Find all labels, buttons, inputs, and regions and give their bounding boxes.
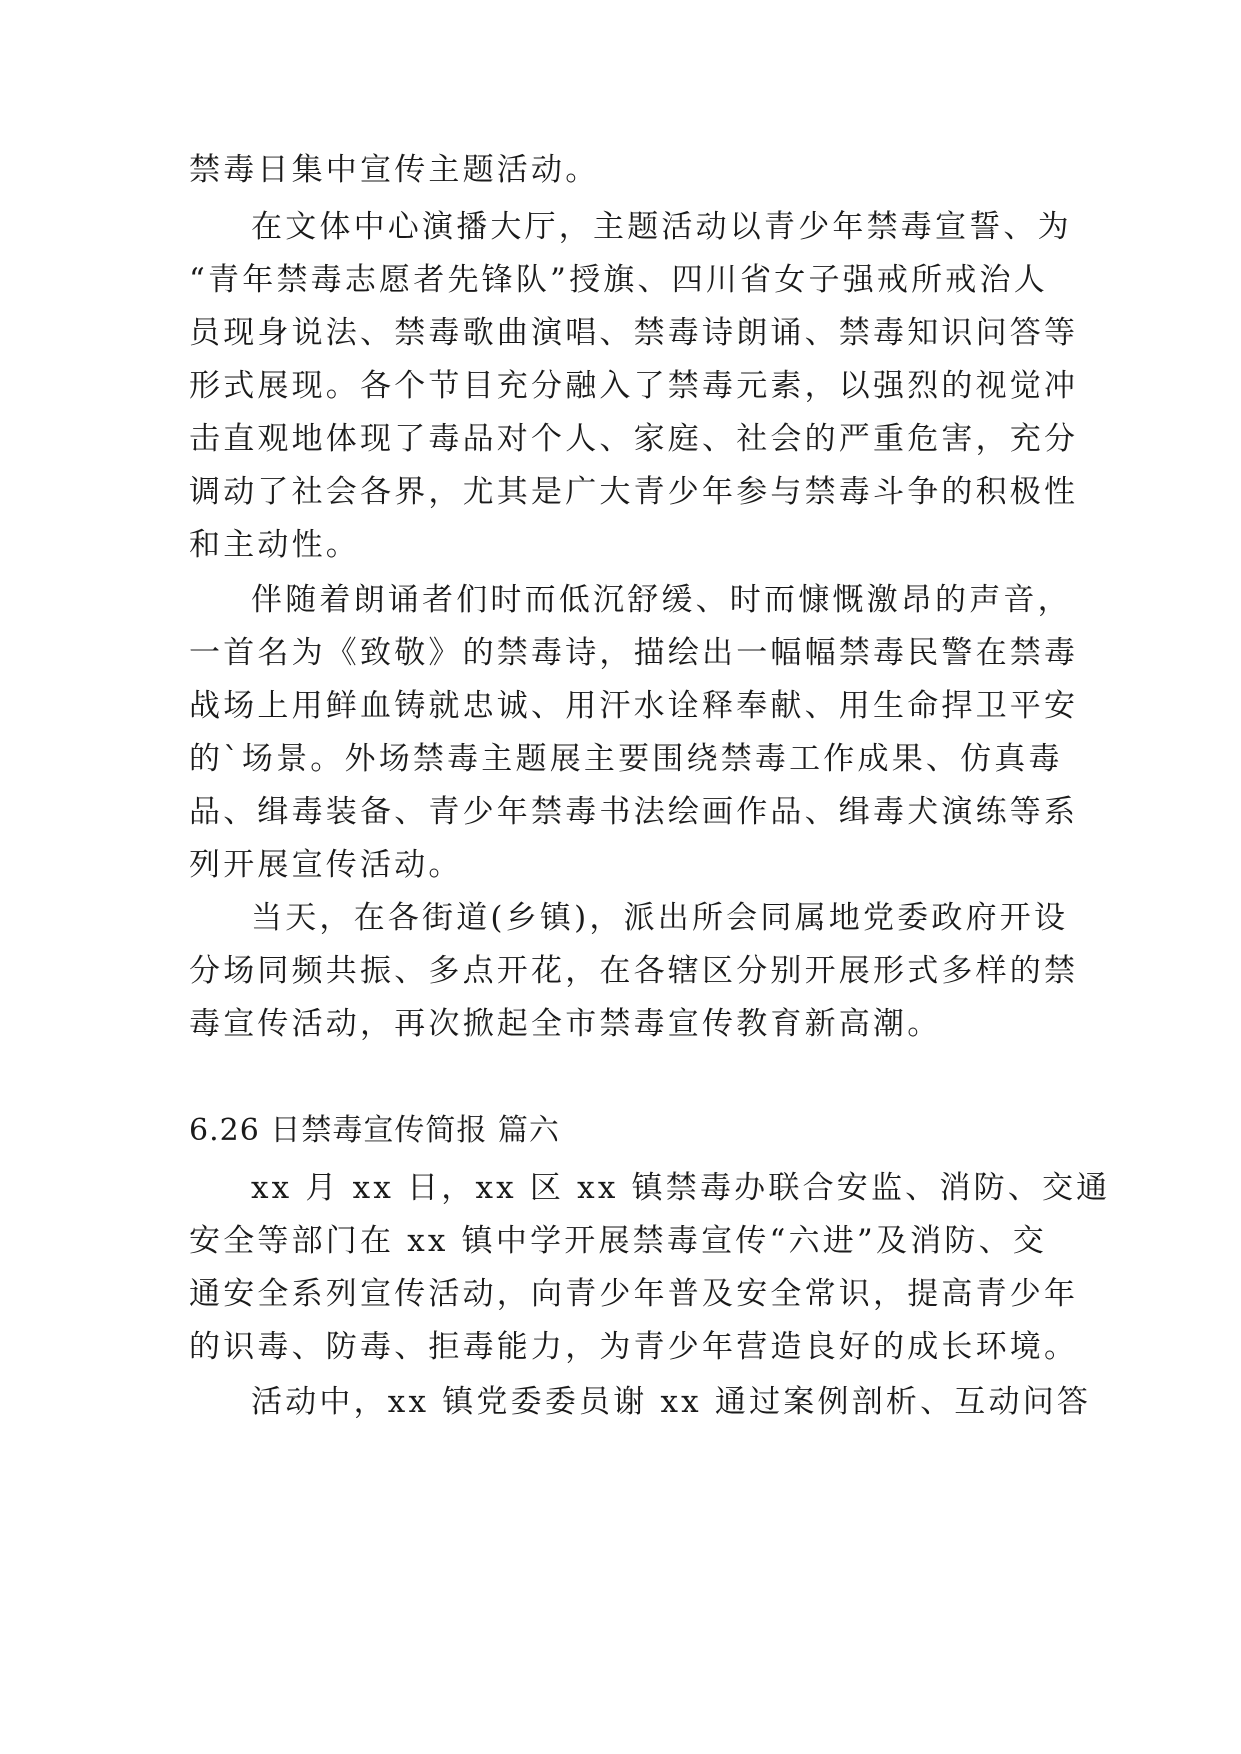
paragraph-first-line: 活动中，xx 镇党委委员谢 xx 通过案例剖析、互动问答 (251, 1384, 1092, 1420)
text-line: “青年禁毒志愿者先锋队”授旗、四川省女子强戒所戒治人 (189, 262, 1048, 298)
text-line: 战场上用鲜血铸就忠诚、用汗水诠释奉献、用生命捍卫平安 (189, 688, 1079, 724)
text-line: 毒宣传活动，再次掀起全市禁毒宣传教育新高潮。 (189, 1006, 942, 1042)
text-line: 品、缉毒装备、青少年禁毒书法绘画作品、缉毒犬演练等系 (189, 794, 1079, 830)
text-line: 形式展现。各个节目充分融入了禁毒元素，以强烈的视觉冲 (189, 368, 1079, 404)
text-line: 一首名为《致敬》的禁毒诗，描绘出一幅幅禁毒民警在禁毒 (189, 635, 1079, 671)
paragraph-first-line: 当天，在各街道(乡镇)，派出所会同属地党委政府开设 (251, 900, 1069, 936)
text-line: 列开展宣传活动。 (189, 847, 463, 883)
text-line: 的`场景。外场禁毒主题展主要围绕禁毒工作成果、仿真毒 (189, 741, 1063, 777)
text-line: 的识毒、防毒、拒毒能力，为青少年营造良好的成长环境。 (189, 1329, 1079, 1365)
paragraph-first-line: xx 月 xx 日，xx 区 xx 镇禁毒办联合安监、消防、交通 (251, 1170, 1111, 1206)
text-line: 和主动性。 (189, 527, 360, 563)
text-line: 安全等部门在 xx 镇中学开展禁毒宣传“六进”及消防、交 (189, 1223, 1047, 1259)
text-line: 分场同频共振、多点开花，在各辖区分别开展形式多样的禁 (189, 953, 1079, 989)
text-line: 击直观地体现了毒品对个人、家庭、社会的严重危害，充分 (189, 421, 1079, 457)
text-line: 通安全系列宣传活动，向青少年普及安全常识，提高青少年 (189, 1276, 1079, 1312)
paragraph-first-line: 在文体中心演播大厅，主题活动以青少年禁毒宣誓、为 (251, 209, 1072, 245)
text-line: 禁毒日集中宣传主题活动。 (189, 152, 600, 188)
text-line: 员现身说法、禁毒歌曲演唱、禁毒诗朗诵、禁毒知识问答等 (189, 315, 1079, 351)
section-heading: 6.26 日禁毒宣传简报 篇六 (189, 1113, 560, 1148)
text-line: 调动了社会各界，尤其是广大青少年参与禁毒斗争的积极性 (189, 474, 1079, 510)
paragraph-first-line: 伴随着朗诵者们时而低沉舒缓、时而慷慨激昂的声音， (251, 582, 1072, 618)
